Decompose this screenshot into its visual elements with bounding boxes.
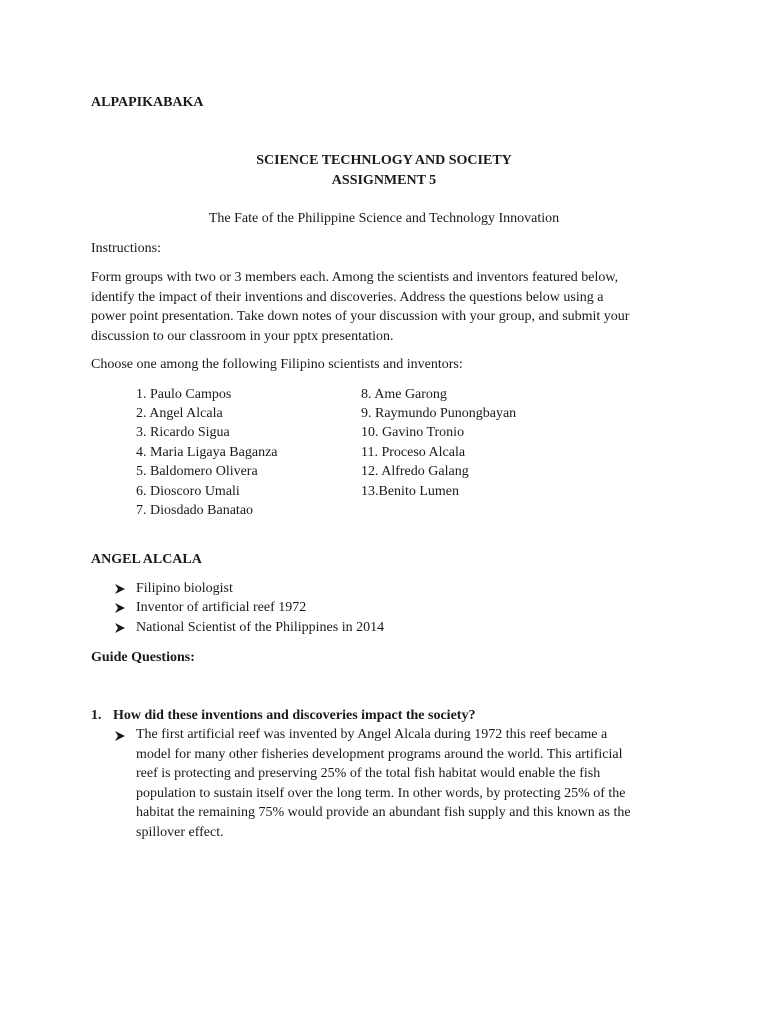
- list-item: 1. Paulo Campos: [136, 387, 232, 402]
- guide-questions-label: Guide Questions:: [91, 650, 195, 665]
- document-title-line-1: SCIENCE TECHNLOGY AND SOCIETY: [256, 153, 512, 168]
- list-item: 9. Raymundo Punongbayan: [361, 406, 517, 421]
- list-item: 5. Baldomero Olivera: [136, 464, 258, 479]
- answer-line: population to sustain itself over the long term. In other words, by protecting 25% of the: [136, 785, 626, 801]
- list-item: 2. Angel Alcala: [136, 406, 223, 421]
- document-subtitle: The Fate of the Philippine Science and Technology Innovation: [208, 211, 560, 226]
- instructions-line: identify the impact of their inventions and discoveries. Address the questions below using a: [91, 289, 604, 305]
- list-item: 12. Alfredo Galang: [361, 464, 469, 479]
- instructions-line: Form groups with two or 3 members each. Among the scientists and inventors featured below,: [91, 270, 619, 285]
- instructions-line: power point presentation. Take down notes of your discussion with your group, and submit your: [91, 309, 630, 324]
- document-title-line-2: ASSIGNMENT 5: [331, 173, 437, 188]
- list-item: 13.Benito Lumen: [361, 484, 459, 499]
- instructions-line: discussion to our classroom in your pptx presentation.: [91, 328, 394, 344]
- instructions-label: Instructions:: [91, 241, 161, 256]
- choose-instruction: Choose one among the following Filipino scientists and inventors:: [91, 357, 463, 372]
- answer-line: reef is protecting and preserving 25% of the total fish habitat would enable the fish: [136, 766, 601, 781]
- question-text: How did these inventions and discoveries impact the society?: [113, 708, 476, 723]
- answer-line: model for many other fisheries development programs around the world. This artificial: [136, 746, 623, 762]
- fact-item: Inventor of artificial reef 1972: [136, 600, 307, 615]
- section-heading: ANGEL ALCALA: [91, 552, 202, 567]
- fact-item: National Scientist of the Philippines in 2014: [136, 620, 385, 635]
- list-item: 3. Ricardo Sigua: [136, 425, 230, 440]
- list-item: 6. Dioscoro Umali: [136, 484, 240, 499]
- list-item: 11. Proceso Alcala: [361, 445, 466, 460]
- instructions-paragraph: [91, 268, 691, 346]
- arrowhead-bullet-icon: [113, 582, 127, 596]
- answer-paragraph: [136, 725, 631, 842]
- list-item: 10. Gavino Tronio: [361, 425, 465, 440]
- answer-line: habitat the remaining 75% would provide an abundant fish supply and this known as the: [136, 805, 631, 820]
- list-item: 4. Maria Ligaya Baganza: [136, 445, 278, 460]
- fact-item: Filipino biologist: [136, 581, 233, 596]
- list-item: 8. Ame Garong: [361, 387, 447, 402]
- arrowhead-bullet-icon: [113, 729, 127, 743]
- answer-line: The first artificial reef was invented by Angel Alcala during 1972 this reef became a: [136, 727, 608, 742]
- arrowhead-bullet-icon: [113, 621, 127, 635]
- question-number: 1.: [91, 708, 102, 723]
- author-name: ALPAPIKABAKA: [91, 95, 204, 110]
- arrowhead-bullet-icon: [113, 601, 127, 615]
- list-item: 7. Diosdado Banatao: [136, 503, 254, 518]
- answer-line: spillover effect.: [136, 824, 224, 840]
